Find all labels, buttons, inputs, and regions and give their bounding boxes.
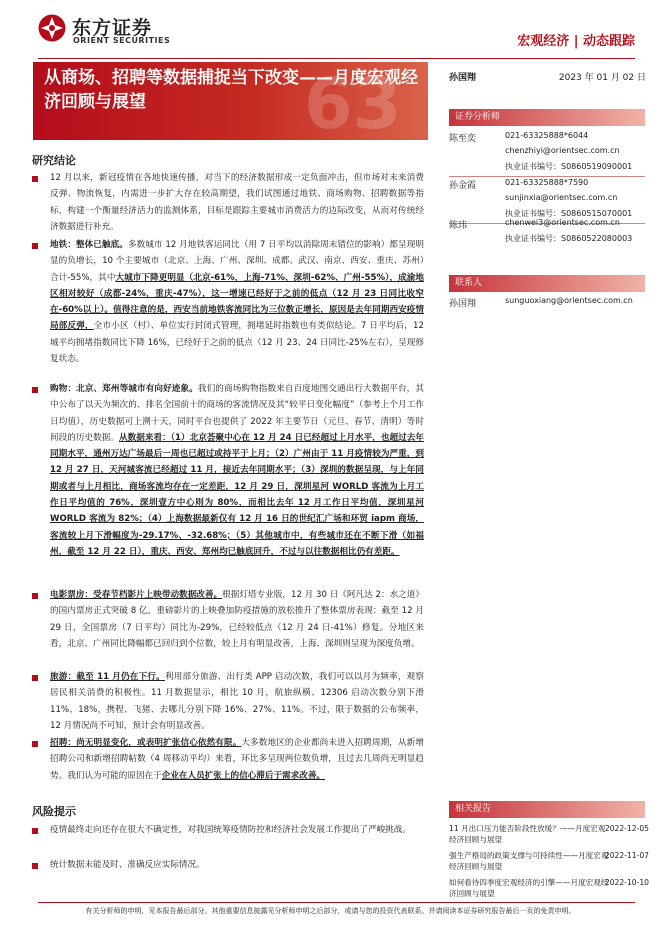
contact-name: 孙国翔 xyxy=(449,299,477,309)
analyst-license: 执业证书编号：S0860515070001 xyxy=(505,209,633,218)
analyst-name: 陈至奕 xyxy=(449,134,477,144)
risk-text: 疫情最终走向还存在很大不确定性，对我国统筹疫情防控和经济社会发展工作提出了严峻挑战。 xyxy=(50,825,411,835)
bullet-icon xyxy=(32,828,38,834)
risk-text: 统计数据未能及时、准确反应实际情况。 xyxy=(50,860,205,870)
author-name: 孙国翔 xyxy=(449,73,477,83)
analyst-phone: 021-63325888*6044 xyxy=(505,131,589,140)
contacts-heading: 联系人 xyxy=(449,275,645,292)
paragraph-lead: 地铁：整体已触底。 xyxy=(50,240,128,250)
paragraph-emphasis: 大城市下降更明显（北京-61%，上海-71%、深圳-62%、广州-55%），成渝地区相对较好（成都-24%，重庆-47%），这一增速已经好于之前的低点（12 月 23 日同比收窄在-60%以上）。值得注意的是，西安当前地铁客流同比为三位数正增长，原因是去年同期西安疫情局部反弹， xyxy=(50,272,425,332)
bullet-icon xyxy=(32,387,38,393)
bullet-icon xyxy=(32,741,38,747)
analyst-name: 孙金霞 xyxy=(449,181,477,191)
analyst-phone: 021-63325888*7590 xyxy=(505,178,589,187)
paragraph-emphasis: 从数据来看：（1）北京荟聚中心在 12 月 24 日已经超过上月水平，也超过去年同期水平，通州万达广场最后一周也已超过或持平于上月；（2）广州由于 11 月疫情较为严重，到 12 月 27 日，天河城客流已经超过 11 月，接近去年同期水平；（3）深圳的数据呈现，与上年同期或者与上月相比，商场客流均存在一定差距，12 月 29 日，深圳星河 WORLD 客流为上月工作日平均值的 76%，深圳壹方中心则为 80%，而相比去年 12 月工作日平均值，深圳星河 WORLD 客流为 82%；（4）上海数据最新仅有 12 月 16 日的世纪汇广场和环贸 iapm 商场，客流较上月下滑幅度为-29.17%、-32.68%；（5）其他城市中，有些城市还在不断下滑（如福州，截至 12 月 22 日），重庆、西安、郑州均已触底回升，不过与以往数据相比仍有差距。 xyxy=(50,432,424,557)
paragraph-lead: 旅游：截至 11 月仍在下行。 xyxy=(50,672,165,682)
paragraph-lead: 购物：北京、郑州等城市有向好迹象。 xyxy=(50,384,198,394)
footer-disclaimer: 有关分析师的申明，见本报告最后部分。其他重要信息披露见分析师申明之后部分，或请与您的投资代表联系。并请阅读本证券研究报告最后一页的免责申明。 xyxy=(85,907,576,915)
paragraph-text: 根据灯塔专业版，12 月 30 日《阿凡达 2：水之道》的国内票房正式突破 8 亿，重磅影片的上映叠加防疫措施的放松推升了整体票房表现：截至 12 月 29 日，全国票房（7 日平均）同比为-29%，已经较低点（12 月 24 日-41%）修复。分地区来看，北京、广州同比降幅都已回归到个位数，较上月有明显改善，上海、深圳则呈现为深度负增。 xyxy=(50,590,424,649)
header-divider xyxy=(38,58,635,59)
related-report-item[interactable] xyxy=(449,823,649,845)
related-report-item[interactable] xyxy=(449,850,649,872)
company-logo-icon xyxy=(38,14,66,42)
related-report-date: 2022-10-10 xyxy=(604,878,649,887)
analyst-divider xyxy=(449,176,645,177)
paragraph-text: 大多数地区的企业都尚未进入招聘周期，从新增招聘公司和新增招聘帖数（4 周移动平均）来看，环比多呈现两位数负增，且过去几周尚无明显趋势。我们认为可能的原因在于 xyxy=(50,738,424,781)
paragraph-emphasis: 企业在人员扩张上的信心滞后于需求改善。 xyxy=(161,770,326,781)
svg-text:63: 63 xyxy=(304,66,402,138)
analyst-license: 执业证书编号：S0860519090001 xyxy=(505,162,633,171)
paragraph-tourism xyxy=(32,669,424,734)
paragraph-lead: 电影票房：受春节档影片上映带动数据改善。 xyxy=(50,590,223,600)
paragraph-text: 多数城市 12 月地铁客运同比（用 7 日平均以消除周末错位的影响）都呈现明显的负增长，10 个主要城市（北京、上海、广州、深圳、成都、武汉、南京、西安、重庆、苏州）合计-55%，其中 xyxy=(50,240,424,283)
related-report-item[interactable] xyxy=(449,877,649,899)
related-report-title: 强生产格局的政策支撑与可持续性——月度宏观经济回顾与展望 xyxy=(449,851,609,871)
footer-divider xyxy=(38,902,635,903)
analyst-name: 陈玮 xyxy=(449,221,468,231)
related-report-title: 11 月出口压力能否阶段性放缓？——月度宏观经济回顾与展望 xyxy=(449,824,606,844)
analyst-email[interactable]: sunjinxia@orientsec.com.cn xyxy=(505,193,618,202)
related-report-date: 2022-11-07 xyxy=(604,851,649,860)
bullet-icon xyxy=(32,675,38,681)
risk-item xyxy=(32,857,424,873)
paragraph-text: 我们的商场购物指数来自百度地图交通出行大数据平台，其中公布了以天为频次的、排名全国前十的商场的客流情况及其“较平日变化幅度”（参考上个月工作日均值），历史数据可上溯十天，同时平台也提供了 2022 年主要节日（元旦、春节、清明）等时间段的历史数据。 xyxy=(50,384,424,443)
related-reports-heading: 相关报告 xyxy=(449,801,645,818)
paragraph-lead: 招聘：尚无明显变化，或表明扩张信心依然有限。 xyxy=(50,738,242,748)
related-report-date: 2022-12-05 xyxy=(604,824,649,833)
paragraph-text: 利用部分旅游、出行类 APP 启动次数，我们可以以月为频率，观察居民相关消费的积极性。11 月数据显示，相比 10 月，航旅纵横、12306 启动次数分别下滑 11%、18%，携程、飞猪、去哪儿分别下降 16%、27%、11%。不过，限于数据的公布频率，12 月情况尚不可知，预计会有明显改善。 xyxy=(50,672,424,731)
related-report-title: 如何看待四季度宏观经济的引擎——月度宏观经济回顾与展望 xyxy=(449,878,609,898)
bullet-icon xyxy=(32,593,38,599)
report-title: 从商场、招聘等数据捕捉当下改变——月度宏观经济回顾与展望 xyxy=(44,68,418,112)
paragraph-text: 12 月以来，新冠疫情在各地快速传播，对当下的经济数据形成一定负面冲击，但市场对未来消费反弹、物流恢复，内需进一步扩大存在较高期望，我们试图通过地铁、商场购物、招聘数据等指标，构建一个衡量经济活力的监测体系，目标是跟踪主要城市消费活力的边际改变，从而对传统经济数据进行补充。 xyxy=(50,173,424,232)
analysts-heading: 证券分析师 xyxy=(449,109,645,126)
paragraph-subway xyxy=(32,237,424,367)
report-category: 宏观经济 | 动态跟踪 xyxy=(517,34,635,49)
report-date: 2023 年 01 月 02 日 xyxy=(558,73,646,83)
analyst-email[interactable]: chenzhiyi@orientsec.com.cn xyxy=(505,146,620,155)
paragraph-text: 全市小区（村）、单位实行封闭式管理，拥堵延时指数也有类似结论。7 日平均后，12 城平均拥堵指数同比下降 16%，已经好于之前的低点（12 月 23、24 日同比-25%左右），呈现修复状态。 xyxy=(50,321,424,365)
bullet-icon xyxy=(32,176,38,182)
risk-item xyxy=(32,822,424,838)
paragraph-box-office xyxy=(32,587,424,652)
risk-heading: 风险提示 xyxy=(32,805,76,818)
paragraph-shopping xyxy=(32,381,424,560)
conclusion-heading: 研究结论 xyxy=(32,154,76,167)
company-name-en: ORIENT SECURITIES xyxy=(73,36,171,45)
paragraph-recruitment xyxy=(32,735,424,784)
contact-email[interactable]: sunguoxiang@orientsec.com.cn xyxy=(505,296,633,305)
bullet-icon xyxy=(32,243,38,249)
bullet-icon xyxy=(32,863,38,869)
company-name-cn: 东方证券 xyxy=(72,17,153,39)
analyst-email[interactable]: chenwei3@orientsec.com.cn xyxy=(505,218,620,227)
paragraph-overview xyxy=(32,170,424,235)
analyst-license: 执业证书编号：S0860522080003 xyxy=(505,234,633,243)
